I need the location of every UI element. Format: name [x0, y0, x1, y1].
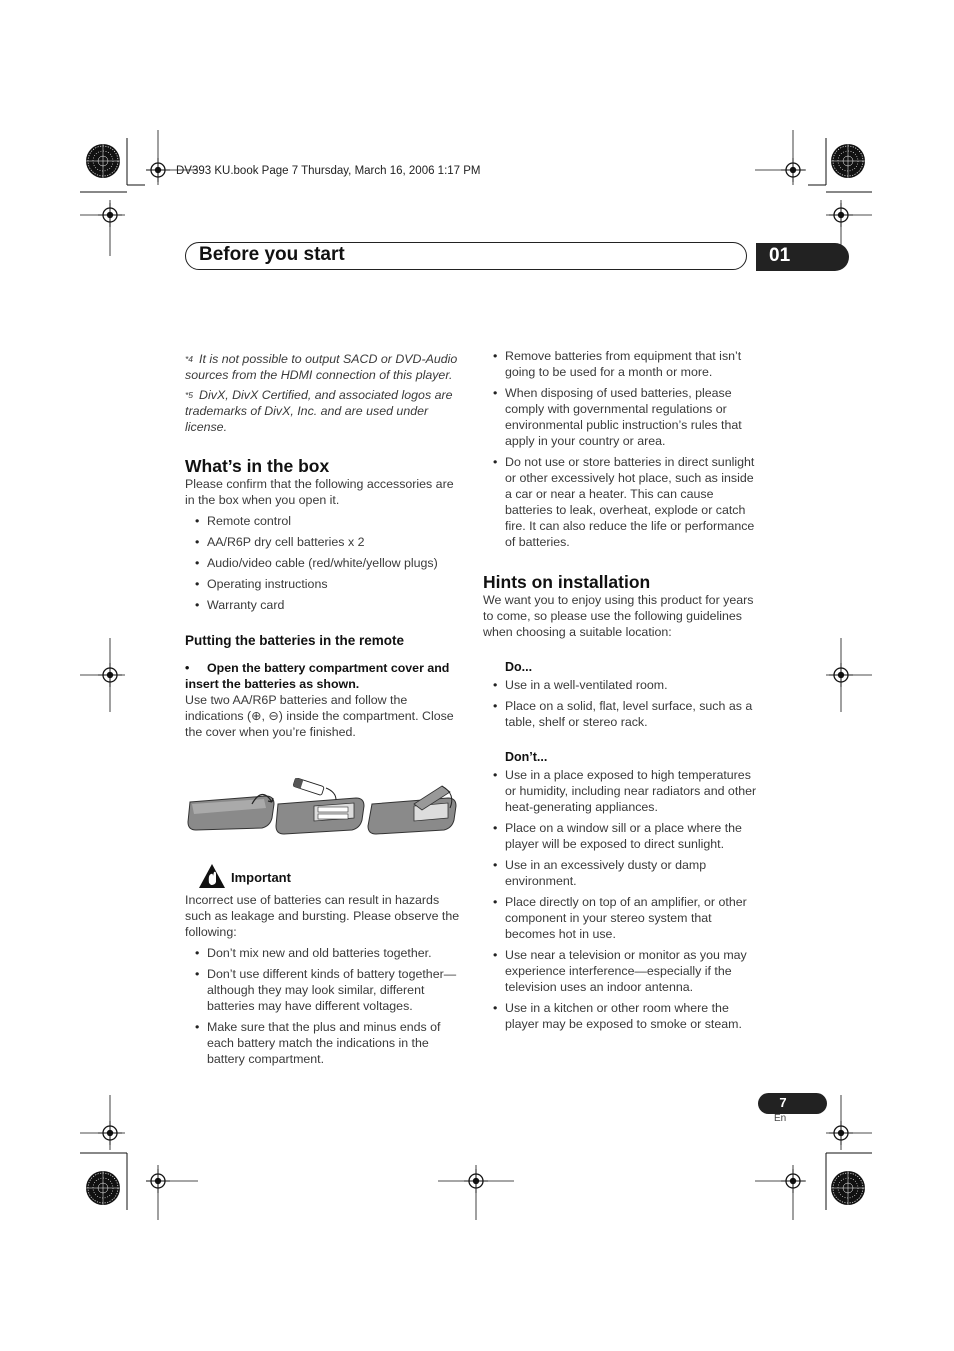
important-label: Important	[231, 870, 291, 885]
accessories-list	[185, 513, 460, 613]
list-item: • Place on a window sill or a place where the player will be exposed to direct sunlight.	[483, 820, 759, 852]
section-title: Before you start	[199, 244, 345, 265]
do-label: Do...	[505, 660, 533, 674]
hints-heading: Hints on installation	[483, 572, 651, 592]
remote-closed-icon	[188, 794, 274, 830]
footnote-4	[185, 351, 460, 383]
batteries-step: • Open the battery compartment cover and insert the batteries as shown.	[185, 661, 450, 691]
list-item: • Audio/video cable (red/white/yellow plugs)	[185, 555, 460, 571]
list-item: • Use near a television or monitor as you may experience interference—especially if the television uses an indoor antenna.	[483, 947, 759, 995]
remote-open-icon	[276, 778, 364, 834]
important-list	[185, 945, 460, 1067]
right-column	[483, 348, 759, 1032]
page-number: 7	[779, 1095, 787, 1110]
list-item: • Remove batteries from equipment that isn’t going to be used for a month or more.	[483, 348, 759, 380]
list-item: • Use in a kitchen or other room where the player may be exposed to smoke or steam.	[483, 1000, 759, 1032]
list-item: • Warranty card	[185, 597, 460, 613]
important-intro: Incorrect use of batteries can result in hazards such as leakage and bursting. Please observe the following:	[185, 893, 460, 939]
print-header: DV393 KU.book Page 7 Thursday, March 16, 2006 1:17 PM	[176, 165, 481, 177]
whats-in-box-intro: Please confirm that the following accessories are in the box when you open it.	[185, 477, 454, 507]
important-section	[185, 892, 460, 1067]
list-item: • Don’t use different kinds of battery together—although they may look similar, different batteries may have different voltages.	[185, 966, 460, 1014]
footnote-mark: *5	[185, 390, 194, 400]
list-item: • Operating instructions	[185, 576, 460, 592]
list-item: • AA/R6P dry cell batteries x 2	[185, 534, 460, 550]
dont-list	[483, 767, 759, 1032]
warning-icon	[198, 863, 226, 889]
hints-intro: We want you to enjoy using this product for years to come, so please use the following guidelines when choosing a suitable location:	[483, 593, 754, 639]
batteries-step-bold: Open the battery compartment cover and insert the batteries as shown.	[185, 661, 450, 691]
footnote-text: It is not possible to output SACD or DVD-Audio sources from the HDMI connection of this player.	[185, 352, 458, 382]
do-list	[483, 677, 759, 730]
battery-safety-list	[483, 348, 759, 550]
footnote-5	[185, 387, 460, 435]
battery-insertion-illustration	[186, 778, 460, 844]
chapter-number: 01	[769, 245, 791, 266]
batteries-step-text: Use two AA/R6P batteries and follow the indications (⊕, ⊖) inside the compartment. Close the cover when you’re finished.	[185, 693, 454, 739]
list-item: • Place on a solid, flat, level surface, such as a table, shelf or stereo rack.	[483, 698, 759, 730]
list-item: • Use in a place exposed to high temperatures or humidity, including near radiators and other heat-generating appliances.	[483, 767, 759, 815]
list-item: • Place directly on top of an amplifier, or other component in your stereo system that becomes hot in use.	[483, 894, 759, 942]
batteries-heading: Putting the batteries in the remote	[185, 633, 405, 648]
remote-cover-icon	[368, 786, 456, 834]
page-language: En	[774, 1113, 787, 1124]
list-item: • Do not use or store batteries in direct sunlight or other excessively hot place, such as inside a car or near a heater. This can cause batteries to leak, overheat, explode or catch fire. It can also reduce the life or performance of batteries.	[483, 454, 759, 550]
list-item: • Make sure that the plus and minus ends of each battery match the indications in the battery compartment.	[185, 1019, 460, 1067]
list-item: • Remote control	[185, 513, 460, 529]
list-item: • Use in a well-ventilated room.	[483, 677, 759, 693]
list-item: • Don’t mix new and old batteries together.	[185, 945, 460, 961]
list-item: • When disposing of used batteries, please comply with governmental regulations or environmental public instruction’s rules that apply in your country or area.	[483, 385, 759, 449]
list-item: • Use in an excessively dusty or damp environment.	[483, 857, 759, 889]
footnote-mark: *4	[185, 354, 194, 364]
left-column	[185, 351, 460, 740]
footnote-text: DivX, DivX Certified, and associated logos are trademarks of DivX, Inc. and are used under license.	[185, 388, 453, 434]
whats-in-box-heading: What’s in the box	[185, 456, 330, 476]
dont-label: Don’t...	[505, 750, 548, 764]
